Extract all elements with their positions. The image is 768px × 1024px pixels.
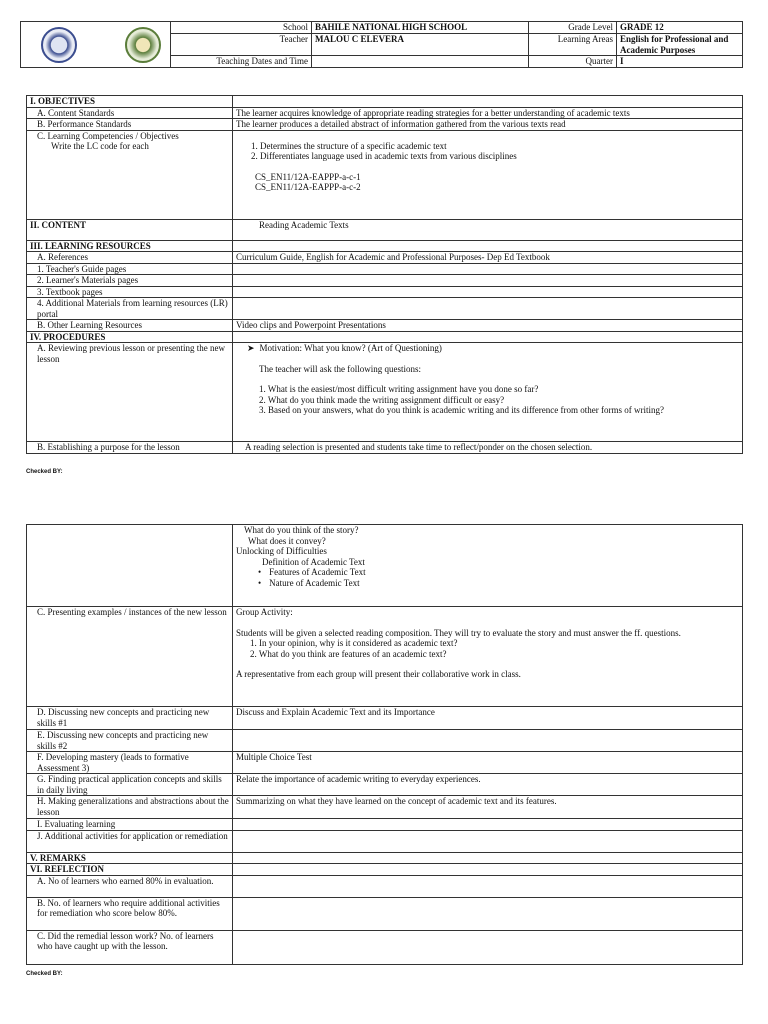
procedures-heading: IV. PROCEDURES — [27, 331, 233, 343]
story-cell — [233, 525, 743, 607]
teacher-value: MALOU C ELEVERA — [312, 34, 529, 56]
quarter-label: Quarter — [529, 56, 617, 68]
logo-cell — [21, 22, 171, 68]
deped-seal-icon — [41, 27, 77, 63]
group-question: 1. In your opinion, why is it considered as academic text? — [250, 638, 458, 648]
references-label: A. References — [27, 252, 233, 264]
group-activity-desc: Students will be given a selected reading composition. They will try to evaluate the story and must answer the ff. questions. — [236, 627, 681, 638]
lm-label: 2. Learner's Materials pages — [27, 275, 233, 287]
resources-heading: III. LEARNING RESOURCES — [27, 240, 233, 252]
h-label: H. Making generalizations and abstractions about the lesson — [27, 796, 233, 819]
checked-by-label: Checked BY: — [26, 469, 63, 475]
motivation-text: ➤ Motivation: What you know? (Art of Questioning) — [247, 343, 739, 354]
question-item: 1. What is the easiest/most difficult writing assignment have you done so far? — [259, 384, 539, 394]
competencies-label: C. Learning Competencies / Objectives — [37, 130, 179, 141]
checked-by-label-2: Checked BY: — [26, 971, 63, 977]
other-label: B. Other Learning Resources — [27, 320, 233, 332]
page1-table — [26, 95, 743, 454]
nature-item: • Nature of Academic Text — [236, 578, 739, 589]
reflection-heading: VI. REFLECTION — [27, 864, 233, 876]
group-activity-heading: Group Activity: — [236, 607, 293, 617]
story-question: What do you think of the story? — [244, 525, 359, 535]
remarks-heading: V. REMARKS — [27, 852, 233, 864]
review-label: A. Reviewing previous lesson or presenting the new lesson — [27, 343, 233, 442]
dates-value — [312, 56, 529, 68]
features-item: • Features of Academic Text — [236, 567, 739, 578]
group-question: 2. What do you think are features of an academic text? — [250, 648, 447, 659]
d-value: Discuss and Explain Academic Text and its Importance — [233, 707, 743, 730]
e-label: E. Discussing new concepts and practicing new skills #2 — [27, 730, 233, 752]
question-item: 3. Based on your answers, what do you think is academic writing and its difference from other forms of writing? — [259, 405, 664, 415]
f-value: Multiple Choice Test — [233, 752, 743, 774]
area-value: English for Professional and Academic Purposes — [617, 34, 743, 56]
competencies-sub: Write the LC code for each — [51, 141, 149, 151]
content-heading: II. CONTENT — [27, 219, 233, 240]
group-activity-cell — [233, 607, 743, 707]
presenting-label: C. Presenting examples / instances of the new lesson — [27, 607, 233, 707]
teacher-label: Teacher — [171, 34, 312, 56]
teacher-ask: The teacher will ask the following questions: — [259, 363, 421, 374]
h-value: Summarizing on what they have learned on the concept of academic text and its features. — [233, 796, 743, 819]
competencies-cell — [27, 130, 233, 219]
question-item: 2. What do you think made the writing assignment difficult or easy? — [259, 394, 505, 405]
school-value: BAHILE NATIONAL HIGH SCHOOL — [312, 22, 529, 34]
representative-text: A representative from each group will present their collaborative work in class. — [236, 669, 521, 679]
f-label: F. Developing mastery (leads to formative Assessment 3) — [27, 752, 233, 774]
page2-table — [26, 524, 743, 965]
tg-label: 1. Teacher's Guide pages — [27, 263, 233, 275]
performance-value: The learner produces a detailed abstract of information gathered from the various texts read — [233, 119, 743, 131]
quarter-value: I — [617, 56, 743, 68]
header-table — [20, 21, 743, 68]
purpose-label: B. Establishing a purpose for the lesson — [27, 442, 233, 454]
area-label: Learning Areas — [529, 34, 617, 56]
competency-item: 1. Determines the structure of a specific academic text — [251, 140, 447, 151]
grade-label: Grade Level — [529, 22, 617, 34]
school-label: School — [171, 22, 312, 34]
unlocking-heading: Unlocking of Difficulties — [236, 546, 327, 556]
dates-label: Teaching Dates and Time — [171, 56, 312, 68]
content-standards-label: A. Content Standards — [27, 107, 233, 119]
g-label: G. Finding practical application concepts and skills in daily living — [27, 774, 233, 796]
tb-label: 3. Textbook pages — [27, 286, 233, 298]
performance-label: B. Performance Standards — [27, 119, 233, 131]
other-value: Video clips and Powerpoint Presentations — [233, 320, 743, 332]
reflection-a-label: A. No of learners who earned 80% in evaluation. — [27, 875, 233, 897]
lc-code: CS_EN11/12A-EAPPP-a-c-2 — [255, 182, 361, 192]
content-value: Reading Academic Texts — [233, 219, 743, 240]
story-question: What does it convey? — [248, 535, 326, 546]
grade-value: GRADE 12 — [617, 22, 743, 34]
j-label: J. Additional activities for application or remediation — [27, 830, 233, 852]
additional-label: 4. Additional Materials from learning resources (LR) portal — [27, 298, 233, 320]
d-label: D. Discussing new concepts and practicing new skills #1 — [27, 707, 233, 730]
content-standards-value: The learner acquires knowledge of appropriate reading strategies for a better understanding of academic texts — [233, 107, 743, 119]
review-cell — [233, 343, 743, 442]
school-logo-icon — [125, 27, 161, 63]
i-label: I. Evaluating learning — [27, 819, 233, 831]
reflection-c-label: C. Did the remedial lesson work? No. of learners who have caught up with the lesson. — [27, 930, 233, 964]
references-value: Curriculum Guide, English for Academic and Professional Purposes- Dep Ed Textbook — [233, 252, 743, 264]
g-value: Relate the importance of academic writing to everyday experiences. — [233, 774, 743, 796]
lc-code: CS_EN11/12A-EAPPP-a-c-1 — [255, 171, 361, 182]
purpose-value: A reading selection is presented and students take time to reflect/ponder on the chosen selection. — [233, 442, 743, 454]
objectives-heading: I. OBJECTIVES — [27, 96, 233, 108]
competencies-list — [233, 130, 743, 219]
definition-item: Definition of Academic Text — [262, 556, 365, 567]
reflection-b-label: B. No. of learners who require additional activities for remediation who score below 80%. — [27, 897, 233, 930]
competency-item: 2. Differentiates language used in academic texts from various disciplines — [251, 151, 517, 161]
